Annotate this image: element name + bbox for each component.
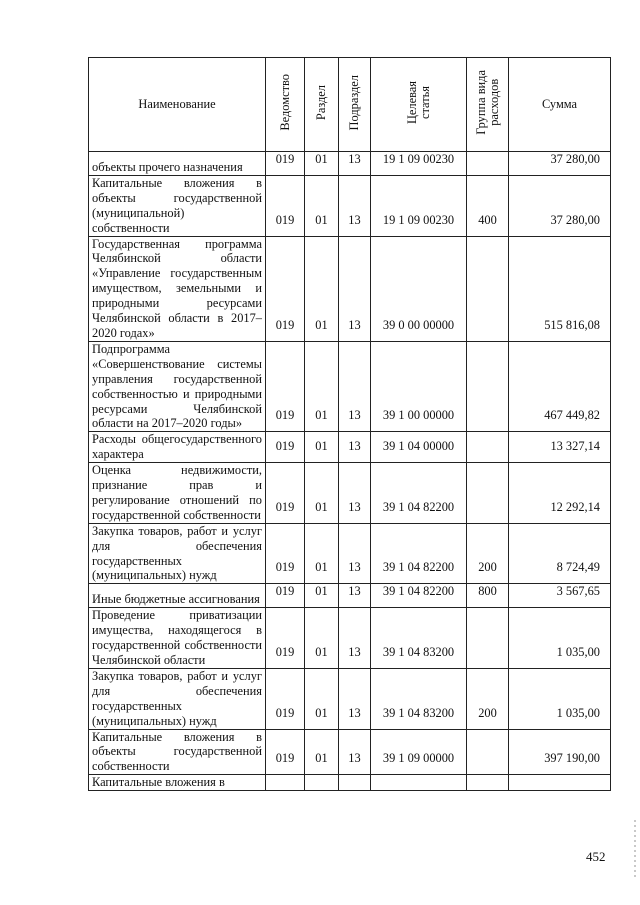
cell-vedomstvo: 019 (266, 608, 305, 669)
cell-sum (509, 775, 611, 791)
cell-group (467, 608, 509, 669)
cell-group (467, 775, 509, 791)
cell-podrazdel (339, 775, 371, 791)
table-row (89, 608, 611, 669)
cell-group (467, 236, 509, 341)
budget-table (88, 57, 611, 791)
cell-target: 39 1 00 00000 (371, 341, 467, 431)
cell-group: 200 (467, 668, 509, 729)
cell-target (371, 775, 467, 791)
cell-razdel: 01 (305, 668, 339, 729)
cell-sum: 3 567,65 (509, 584, 611, 608)
cell-podrazdel: 13 (339, 584, 371, 608)
cell-sum: 8 724,49 (509, 523, 611, 584)
cell-name: Иные бюджетные ассигнования (89, 584, 266, 608)
cell-podrazdel: 13 (339, 236, 371, 341)
cell-sum: 1 035,00 (509, 608, 611, 669)
header-target (371, 58, 467, 152)
cell-podrazdel: 13 (339, 341, 371, 431)
header-vedomstvo (266, 58, 305, 152)
header-podrazdel-label: Подраздел (347, 74, 361, 131)
cell-razdel: 01 (305, 236, 339, 341)
cell-podrazdel: 13 (339, 175, 371, 236)
table-row (89, 152, 611, 176)
cell-vedomstvo: 019 (266, 341, 305, 431)
cell-name: Расходы общегосударственного характера (89, 432, 266, 463)
cell-target: 39 1 09 00000 (371, 729, 467, 775)
table-header-row (89, 58, 611, 152)
table-row (89, 341, 611, 431)
cell-podrazdel: 13 (339, 463, 371, 524)
cell-razdel: 01 (305, 729, 339, 775)
cell-vedomstvo: 019 (266, 729, 305, 775)
cell-group: 200 (467, 523, 509, 584)
cell-target: 39 1 04 83200 (371, 668, 467, 729)
cell-target: 39 1 04 82200 (371, 584, 467, 608)
cell-name: Проведение приватизации имущества, находящегося в государственной собственности Челябинской области (89, 608, 266, 669)
cell-group (467, 432, 509, 463)
cell-podrazdel: 13 (339, 523, 371, 584)
header-podrazdel (339, 58, 371, 152)
cell-name: объекты прочего назначения (89, 152, 266, 176)
cell-name: Капитальные вложения в (89, 775, 266, 791)
cell-group (467, 729, 509, 775)
cell-podrazdel: 13 (339, 608, 371, 669)
cell-vedomstvo: 019 (266, 668, 305, 729)
table-row (89, 523, 611, 584)
cell-name: Капитальные вложения в объекты государственной (муниципальной) собственности (89, 175, 266, 236)
cell-sum: 12 292,14 (509, 463, 611, 524)
header-razdel (305, 58, 339, 152)
cell-razdel: 01 (305, 152, 339, 176)
header-name: Наименование (89, 58, 266, 152)
cell-podrazdel: 13 (339, 152, 371, 176)
cell-sum: 37 280,00 (509, 152, 611, 176)
header-vedomstvo-label: Ведомство (277, 74, 292, 131)
cell-target: 39 1 04 82200 (371, 463, 467, 524)
header-razdel-label: Раздел (314, 85, 328, 121)
cell-razdel: 01 (305, 584, 339, 608)
cell-target: 39 1 04 83200 (371, 608, 467, 669)
cell-sum: 37 280,00 (509, 175, 611, 236)
cell-target: 39 1 04 00000 (371, 432, 467, 463)
cell-vedomstvo: 019 (266, 152, 305, 176)
cell-group (467, 152, 509, 176)
cell-vedomstvo (266, 775, 305, 791)
table-row (89, 432, 611, 463)
cell-podrazdel: 13 (339, 729, 371, 775)
table-row (89, 668, 611, 729)
cell-sum: 467 449,82 (509, 341, 611, 431)
header-group (467, 58, 509, 152)
cell-name: Оценка недвижимости, признание прав и регулирование отношений по государственной собственности (89, 463, 266, 524)
table-body (89, 152, 611, 791)
cell-name: Закупка товаров, работ и услуг для обеспечения государственных (муниципальных) нужд (89, 668, 266, 729)
cell-name: Капитальные вложения в объекты государственной собственности (89, 729, 266, 775)
cell-target: 19 1 09 00230 (371, 152, 467, 176)
table-row (89, 236, 611, 341)
header-sum: Сумма (509, 58, 611, 152)
header-target-label: Целевая статья (404, 81, 432, 125)
cell-sum: 13 327,14 (509, 432, 611, 463)
cell-group: 800 (467, 584, 509, 608)
header-group-label: Группа вида расходов (473, 70, 501, 135)
cell-vedomstvo: 019 (266, 175, 305, 236)
cell-vedomstvo: 019 (266, 463, 305, 524)
cell-target: 39 1 04 82200 (371, 523, 467, 584)
cell-name: Подпрограмма «Совершенствование системы управления государственной собственностью и природными ресурсами Челябинской области на 2017–2020 годы» (89, 341, 266, 431)
cell-razdel: 01 (305, 432, 339, 463)
page-number: 452 (586, 849, 606, 864)
cell-name: Государственная программа Челябинской области «Управление государственным имуществом, земельными и природными ресурсами Челябинской области в 2017–2020 годах» (89, 236, 266, 341)
table-row (89, 463, 611, 524)
cell-group: 400 (467, 175, 509, 236)
cell-sum: 397 190,00 (509, 729, 611, 775)
cell-vedomstvo: 019 (266, 236, 305, 341)
cell-razdel (305, 775, 339, 791)
table-row (89, 175, 611, 236)
cell-name: Закупка товаров, работ и услуг для обеспечения государственных (муниципальных) нужд (89, 523, 266, 584)
cell-razdel: 01 (305, 608, 339, 669)
cell-group (467, 341, 509, 431)
cell-group (467, 463, 509, 524)
cell-razdel: 01 (305, 463, 339, 524)
scan-artifact (634, 820, 636, 880)
cell-sum: 515 816,08 (509, 236, 611, 341)
cell-podrazdel: 13 (339, 432, 371, 463)
cell-podrazdel: 13 (339, 668, 371, 729)
cell-vedomstvo: 019 (266, 584, 305, 608)
cell-sum: 1 035,00 (509, 668, 611, 729)
cell-target: 19 1 09 00230 (371, 175, 467, 236)
cell-razdel: 01 (305, 523, 339, 584)
cell-target: 39 0 00 00000 (371, 236, 467, 341)
table-row (89, 584, 611, 608)
table-row (89, 775, 611, 791)
cell-vedomstvo: 019 (266, 523, 305, 584)
cell-vedomstvo: 019 (266, 432, 305, 463)
table-row (89, 729, 611, 775)
cell-razdel: 01 (305, 175, 339, 236)
cell-razdel: 01 (305, 341, 339, 431)
